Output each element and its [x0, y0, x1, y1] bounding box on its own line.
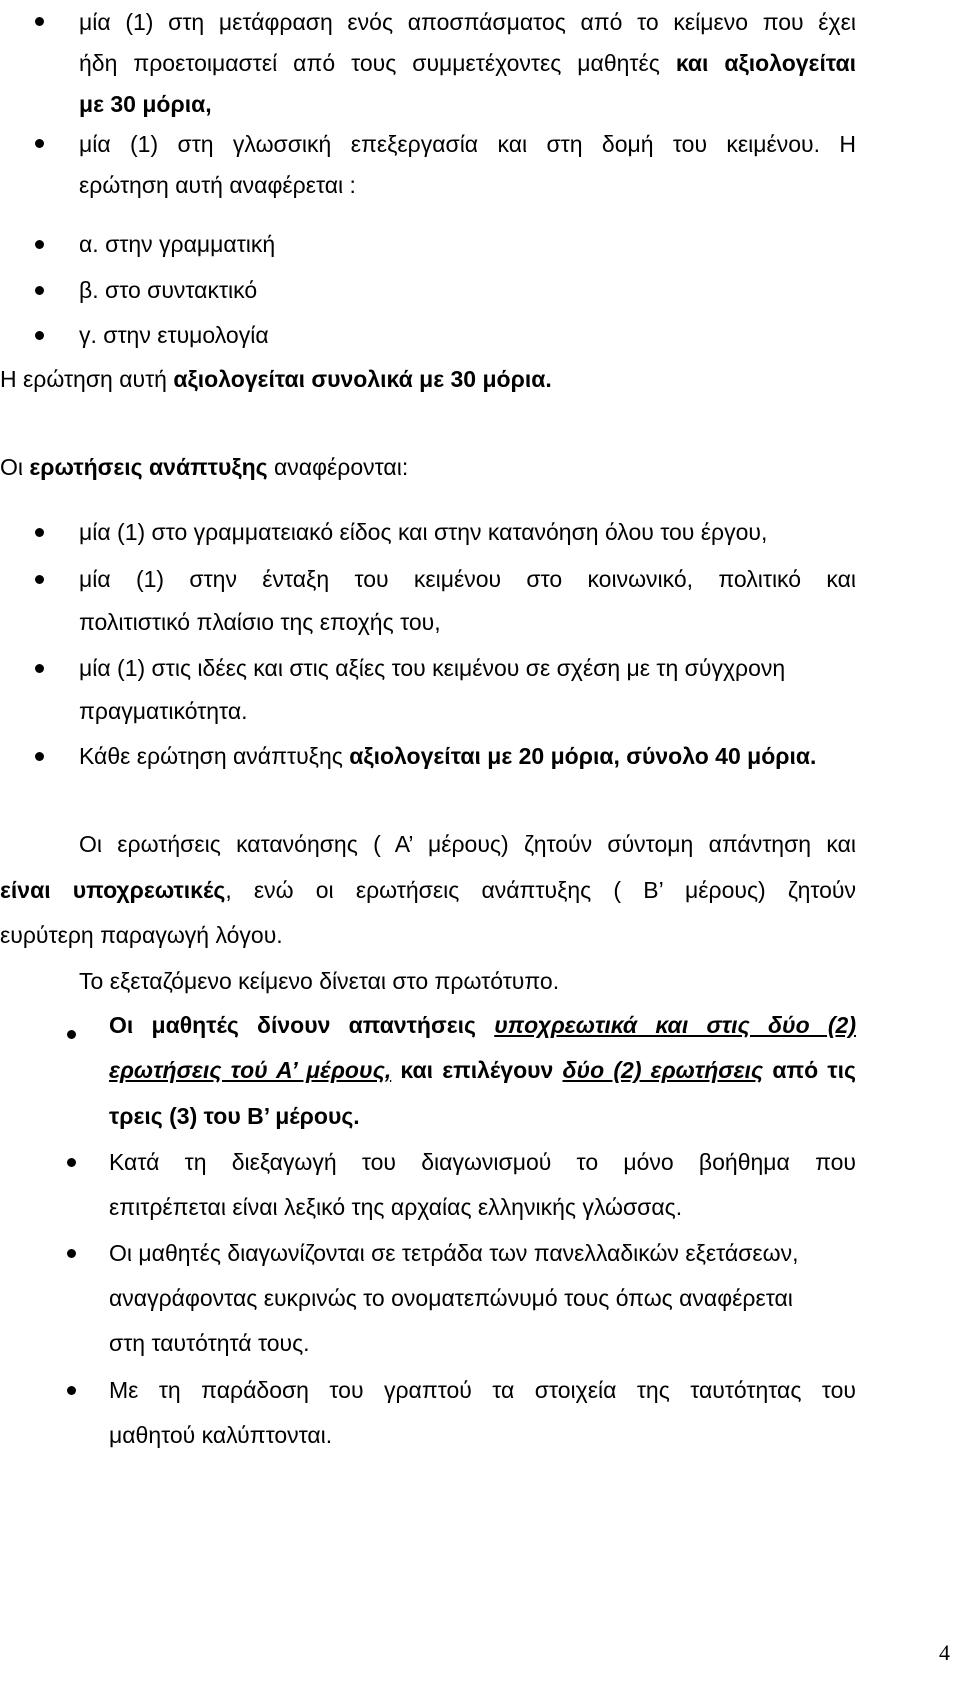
text-line: γ. στην ετυμολογία [79, 322, 269, 348]
text-line: ερωτήσεις τού Α’ μέρους, και επιλέγουν δύο (2) ερωτήσεις από τις [109, 1057, 856, 1083]
bullet-icon [67, 1158, 76, 1167]
text-line: μία (1) στη γλωσσική επεξεργασία και στη δομή του κειμένου. Η [79, 131, 856, 157]
text-line: μία (1) στην ένταξη του κειμένου στο κοινωνικό, πολιτικό και [79, 566, 856, 592]
bullet-icon [35, 240, 44, 249]
text-line: πραγματικότητα. [79, 698, 248, 724]
bullet-icon [35, 331, 44, 340]
text-line: Οι ερωτήσεις κατανόησης ( Α’ μέρους) ζητούν σύντομη απάντηση και [79, 831, 856, 857]
text-line: μία (1) στο γραμματειακό είδος και στην κατανόηση όλου του έργου, [79, 519, 768, 545]
text-line: αναγράφοντας ευκρινώς το ονοματεπώνυμό τους όπως αναφέρεται [109, 1285, 793, 1311]
bullet-icon [35, 286, 44, 295]
text-line: Οι μαθητές δίνουν απαντήσεις υποχρεωτικά και στις δύο (2) [109, 1012, 856, 1038]
text-line: Η ερώτηση αυτή αξιολογείται συνολικά με 30 μόρια. [0, 366, 552, 392]
text-line: Κατά τη διεξαγωγή του διαγωνισμού το μόνο βοήθημα που [109, 1149, 856, 1175]
text-line: Κάθε ερώτηση ανάπτυξης αξιολογείται με 20 μόρια, σύνολο 40 μόρια. [79, 743, 817, 769]
text-line: β. στο συντακτικό [79, 277, 258, 303]
text-line: είναι υποχρεωτικές, ενώ οι ερωτήσεις ανάπτυξης ( Β’ μέρους) ζητούν [0, 877, 856, 903]
text-line: ερώτηση αυτή αναφέρεται : [79, 172, 356, 198]
text-line: Οι μαθητές διαγωνίζονται σε τετράδα των πανελλαδικών εξετάσεων, [109, 1240, 799, 1266]
text-line: ευρύτερη παραγωγή λόγου. [0, 922, 283, 948]
text-line: Με τη παράδοση του γραπτού τα στοιχεία της ταυτότητας του [109, 1377, 856, 1403]
bullet-icon [35, 752, 44, 761]
bullet-icon [35, 575, 44, 584]
text-line: μαθητού καλύπτονται. [109, 1422, 333, 1448]
bullet-icon [35, 17, 44, 26]
bullet-icon [35, 528, 44, 537]
bullet-icon [35, 139, 44, 148]
bullet-icon [67, 1030, 76, 1039]
page-number: 4 [939, 1640, 950, 1665]
bullet-icon [35, 664, 44, 673]
text-line: στη ταυτότητά τους. [109, 1330, 310, 1356]
text-line: Το εξεταζόμενο κείμενο δίνεται στο πρωτότυπο. [79, 968, 560, 994]
text-line: α. στην γραμματική [79, 231, 276, 257]
text-line: μία (1) στις ιδέες και στις αξίες του κειμένου σε σχέση με τη σύγχρονη [79, 655, 786, 681]
bullet-icon [67, 1249, 76, 1258]
bullet-icon [67, 1386, 76, 1395]
text-line: πολιτιστικό πλαίσιο της εποχής του, [79, 609, 441, 635]
text-line: με 30 μόρια, [79, 91, 212, 117]
text-line: μία (1) στη μετάφραση ενός αποσπάσματος από το κείμενο που έχει [79, 9, 856, 35]
section-heading: Οι ερωτήσεις ανάπτυξης αναφέρονται: [0, 454, 409, 480]
text-line: επιτρέπεται είναι λεξικό της αρχαίας ελληνικής γλώσσας. [109, 1194, 683, 1220]
text-line: ήδη προετοιμαστεί από τους συμμετέχοντες μαθητές και αξιολογείται [79, 50, 857, 76]
text-line: τρεις (3) του Β’ μέρους. [109, 1103, 360, 1129]
